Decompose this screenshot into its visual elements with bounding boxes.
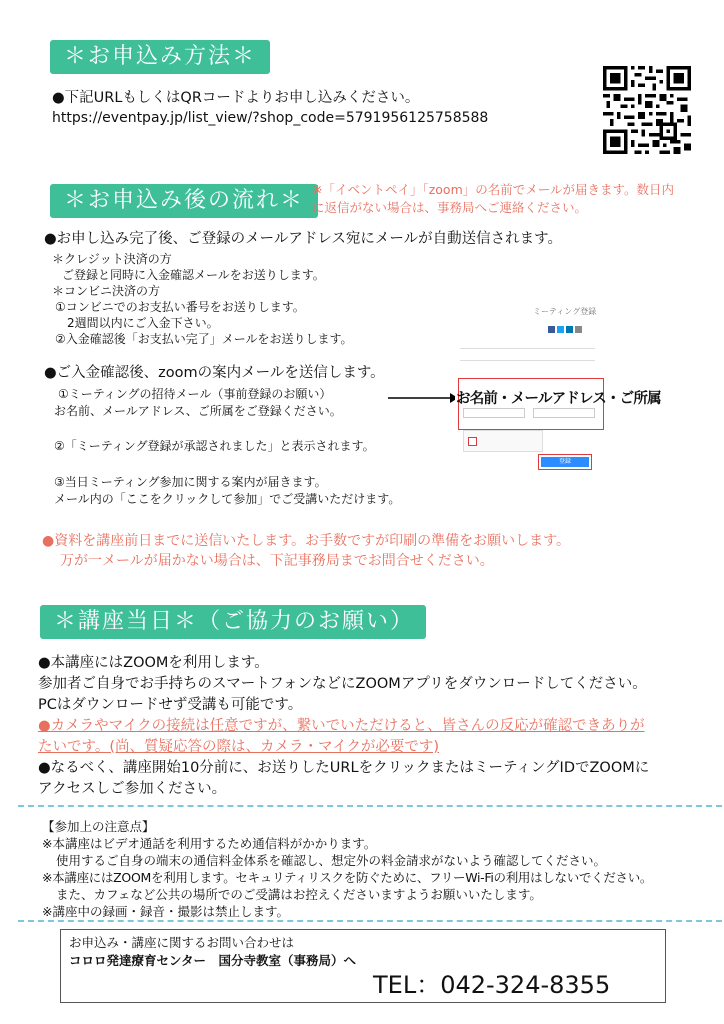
note-1: ※本講座はビデオ通話を利用するため通信料がかかります。 (42, 836, 377, 851)
day-line-2: 参加者ご自身でお手持ちのスマートフォンなどにZOOMアプリをダウンロードしてください。 (38, 676, 647, 692)
day-line-6: ●なるべく、講座開始10分前に、お送りしたURLをクリックまたはミーティングIDでZOOMに (38, 760, 650, 776)
section-title-apply: ＊お申込み方法＊ (50, 40, 270, 74)
contact-line-2: コロロ発達療育センター 国分寺教室（事務局）へ (69, 953, 357, 968)
notice-line-1: ※「イベントペイ」「zoom」の名前でメールが届きます。数日内 (312, 182, 675, 197)
credit-body: ご登録と同時に入金確認メールをお送りします。 (62, 268, 325, 282)
flow-main-2: ●ご入金確認後、zoomの案内メールを送信します。 (44, 365, 385, 381)
register-button[interactable]: 登録 (541, 457, 589, 467)
note-2b: また、カフェなど公共の場所でのご受講はお控えくださいますようお願いいたします。 (56, 887, 542, 902)
zoom-step-1b: お名前、メールアドレス、ご所属をご登録ください。 (54, 404, 342, 418)
convenience-step-1b: 2週間以内にご入金下さい。 (67, 316, 219, 330)
flow-main-1: ●お申し込み完了後、ご登録のメールアドレス宛にメールが自動送信されます。 (44, 231, 562, 247)
first-name-field[interactable] (463, 408, 525, 418)
recaptcha-checkbox[interactable] (468, 437, 477, 446)
email-icon (575, 326, 582, 333)
section-title-flow: ＊お申込み後の流れ＊ (50, 184, 318, 218)
email-field[interactable] (533, 408, 595, 418)
linkedin-icon (566, 326, 573, 333)
note-2: ※本講座にはZOOMを利用します。セキュリティリスクを防ぐために、フリーWi-Fiの利用はしないでください。 (42, 870, 653, 885)
note-1b: 使用するご自身の端末の通信料金体系を確認し、想定外の料金請求がないよう確認してください。 (56, 853, 607, 868)
credit-heading: ＊クレジット決済の方 (52, 252, 172, 266)
shot-title: ミーティング登録 (533, 307, 597, 316)
contact-box (60, 929, 666, 1003)
notes-title: 【参加上の注意点】 (42, 819, 155, 834)
form-fields-callout: お名前・メールアドレス・ご所属 (456, 391, 661, 407)
shot-line (460, 348, 595, 349)
divider-top (18, 805, 722, 807)
arrow-right-icon (388, 392, 458, 404)
day-line-7: アクセスしご参加ください。 (38, 781, 227, 797)
register-button-highlight (538, 454, 592, 470)
day-line-3: PCはダウンロードせず受講も可能です。 (38, 697, 303, 713)
section-title-day: ＊講座当日＊（ご協力のお願い） (40, 605, 426, 639)
notice-line-2: に返信がない場合は、事務局へご連絡ください。 (312, 200, 588, 215)
note-3: ※講座中の録画・録音・撮影は禁止します。 (42, 904, 289, 919)
facebook-icon (548, 326, 555, 333)
materials-notice: ●資料を講座前日までに送信いたします。お手数ですが印刷の準備をお願いします。 (42, 533, 570, 549)
apply-instruction: ●下記URLもしくはQRコードよりお申し込みください。 (52, 90, 420, 106)
zoom-step-1: ①ミーティングの招待メール（事前登録のお願い） (58, 387, 332, 401)
recaptcha-box[interactable] (463, 430, 543, 452)
convenience-step-2: ②入金確認後「お支払い完了」メールをお送りします。 (55, 332, 353, 346)
day-line-4: ●カメラやマイクの接続は任意ですが、繋いでいただけると、皆さんの反応が確認できありが (38, 718, 645, 734)
mail-missing-notice: 万が一メールが届かない場合は、下記事務局までお問合せください。 (60, 553, 494, 569)
divider-bottom (18, 920, 722, 922)
convenience-step-1: ①コンビニでのお支払い番号をお送りします。 (55, 300, 305, 314)
day-line-5: たいです。(尚、質疑応答の際は、カメラ・マイクが必要です) (38, 739, 440, 755)
convenience-heading: ＊コンビニ決済の方 (52, 284, 161, 298)
zoom-step-3b: メール内の「ここをクリックして参加」でご受講いただけます。 (54, 492, 401, 506)
qr-code[interactable] (603, 66, 691, 154)
contact-line-1: お申込み・講座に関するお問い合わせは (69, 935, 295, 950)
contact-tel[interactable]: TEL：042-324-8355 (373, 971, 611, 999)
shot-line (460, 360, 595, 361)
apply-url[interactable]: https://eventpay.jp/list_view/?shop_code=5791956125758588 (52, 110, 489, 126)
day-line-1: ●本講座にはZOOMを利用します。 (38, 655, 269, 671)
zoom-step-2: ②「ミーティング登録が承認されました」と表示されます。 (54, 439, 375, 453)
twitter-icon (557, 326, 564, 333)
zoom-step-3: ③当日ミーティング参加に関する案内が届きます。 (54, 475, 327, 489)
